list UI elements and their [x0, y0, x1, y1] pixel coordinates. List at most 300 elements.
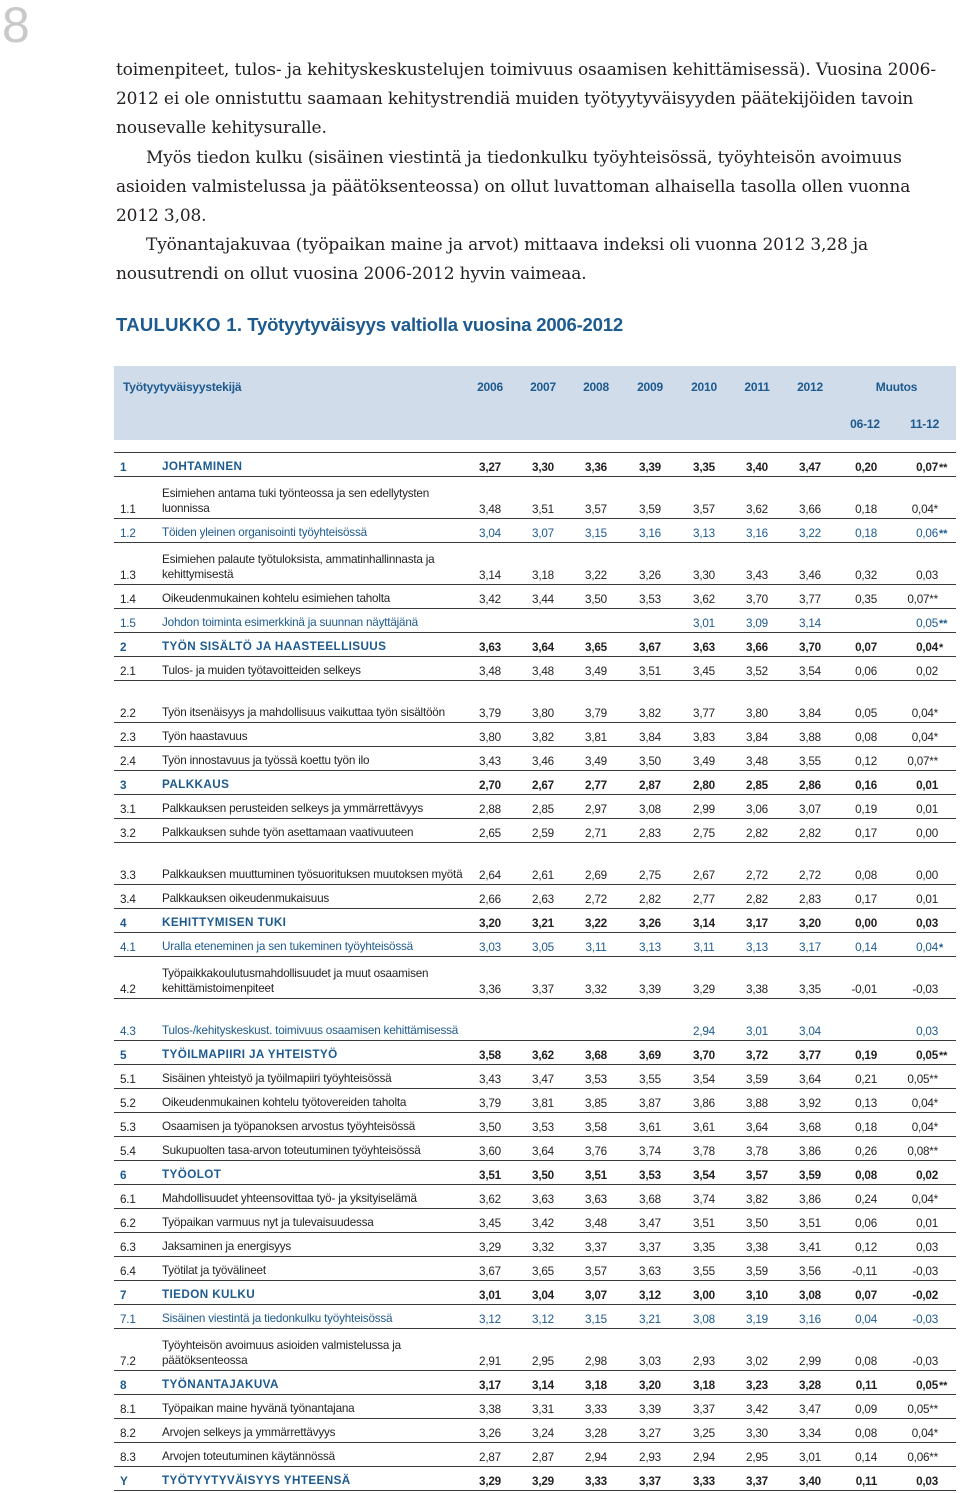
table-row — [114, 609, 956, 633]
year-value: 3,77 — [783, 1041, 837, 1065]
year-value: 3,84 — [623, 723, 677, 747]
year-value: 3,80 — [517, 681, 569, 723]
year-value: 2,97 — [569, 795, 623, 819]
body-text — [116, 56, 958, 290]
row-label: Uralla eteneminen ja sen tukeminen työyhteisössä — [158, 933, 463, 957]
significance-mark — [938, 1281, 956, 1305]
year-value: 3,59 — [731, 1257, 783, 1281]
significance-mark — [938, 1329, 956, 1371]
year-value: 2,98 — [569, 1329, 623, 1371]
row-number: 4.2 — [114, 957, 158, 999]
year-value: 3,81 — [517, 1089, 569, 1113]
year-value: 3,46 — [517, 747, 569, 771]
year-value: 3,63 — [569, 1185, 623, 1209]
table-section-row — [114, 909, 956, 933]
year-value: 3,14 — [517, 1371, 569, 1395]
year-value: 3,28 — [569, 1419, 623, 1443]
change-06-12: 0,11 — [837, 1467, 893, 1491]
year-value: 3,23 — [731, 1371, 783, 1395]
year-value: 3,51 — [517, 477, 569, 519]
change-06-12: 0,07 — [837, 1281, 893, 1305]
row-number: 7.2 — [114, 1329, 158, 1371]
row-label: Oikeudenmukainen kohtelu työtovereiden taholta — [158, 1089, 463, 1113]
year-value: 3,51 — [677, 1209, 731, 1233]
year-value: 3,29 — [677, 957, 731, 999]
year-value: 3,84 — [783, 681, 837, 723]
row-number: 2.3 — [114, 723, 158, 747]
year-value — [517, 609, 569, 633]
row-number: 6.4 — [114, 1257, 158, 1281]
year-value: 3,43 — [731, 543, 783, 585]
year-value: 3,70 — [677, 1041, 731, 1065]
change-06-12: 0,14 — [837, 933, 893, 957]
significance-mark — [938, 585, 956, 609]
significance-mark — [938, 771, 956, 795]
change-06-12: 0,04 — [837, 1305, 893, 1329]
year-value: 3,14 — [783, 609, 837, 633]
row-number: 8.1 — [114, 1395, 158, 1419]
year-value: 3,24 — [517, 1419, 569, 1443]
year-value: 3,42 — [517, 1209, 569, 1233]
year-value: 3,83 — [677, 723, 731, 747]
table-row — [114, 657, 956, 681]
year-value: 2,77 — [569, 771, 623, 795]
year-value: 3,39 — [623, 453, 677, 477]
year-value: 3,53 — [623, 1161, 677, 1185]
row-number: 5.4 — [114, 1137, 158, 1161]
year-value: 2,69 — [569, 843, 623, 885]
year-value: 3,64 — [517, 633, 569, 657]
year-value: 3,30 — [677, 543, 731, 585]
change-06-12: 0,12 — [837, 747, 893, 771]
change-11-12: 0,04* — [893, 1419, 938, 1443]
year-header: 2011 — [731, 366, 783, 408]
year-value: 3,16 — [731, 519, 783, 543]
change-11-12: -0,03 — [893, 1257, 938, 1281]
row-label: Työpaikan maine hyvänä työnantajana — [158, 1395, 463, 1419]
row-number: 2 — [114, 633, 158, 657]
row-label: Työyhteisön avoimuus asioiden valmistelussa ja päätöksenteossa — [158, 1329, 463, 1371]
year-value: 3,42 — [463, 585, 517, 609]
year-value: 3,65 — [569, 633, 623, 657]
change-11-12: 0,04* — [893, 1089, 938, 1113]
year-value: 2,87 — [517, 1443, 569, 1467]
year-value: 3,50 — [463, 1113, 517, 1137]
change-06-12: 0,05 — [837, 681, 893, 723]
significance-mark — [938, 543, 956, 585]
year-value: 2,86 — [783, 771, 837, 795]
row-label: TYÖN SISÄLTÖ JA HAASTEELLISUUS — [158, 633, 463, 657]
row-label: Työn haastavuus — [158, 723, 463, 747]
year-value: 3,37 — [731, 1467, 783, 1491]
change-06-12: 0,19 — [837, 795, 893, 819]
change-06-12: 0,18 — [837, 477, 893, 519]
year-value: 3,41 — [783, 1233, 837, 1257]
year-value: 3,25 — [677, 1419, 731, 1443]
year-value: 3,46 — [783, 543, 837, 585]
year-value: 3,15 — [569, 1305, 623, 1329]
year-value: 3,62 — [731, 477, 783, 519]
change-subheader: 06-12 — [837, 408, 893, 440]
change-06-12: 0,32 — [837, 543, 893, 585]
year-value: 3,68 — [783, 1113, 837, 1137]
change-11-12: 0,06 — [893, 519, 938, 543]
year-value: 3,56 — [783, 1257, 837, 1281]
change-11-12: 0,04 — [893, 633, 938, 657]
year-header: 2007 — [517, 366, 569, 408]
change-11-12: 0,04* — [893, 681, 938, 723]
year-value: 3,82 — [623, 681, 677, 723]
year-value: 3,03 — [463, 933, 517, 957]
row-number: 3.4 — [114, 885, 158, 909]
row-number: 2.2 — [114, 681, 158, 723]
change-06-12: 0,08 — [837, 1329, 893, 1371]
significance-mark — [938, 999, 956, 1041]
year-value: 3,78 — [677, 1137, 731, 1161]
row-label: KEHITTYMISEN TUKI — [158, 909, 463, 933]
change-06-12: 0,11 — [837, 1371, 893, 1395]
year-value: 3,74 — [677, 1185, 731, 1209]
change-06-12: 0,07 — [837, 633, 893, 657]
year-value: 3,63 — [517, 1185, 569, 1209]
year-value: 3,08 — [783, 1281, 837, 1305]
year-value: 3,55 — [783, 747, 837, 771]
year-value: 3,16 — [623, 519, 677, 543]
change-11-12: 0,05 — [893, 1371, 938, 1395]
year-value — [623, 609, 677, 633]
year-value: 2,88 — [463, 795, 517, 819]
significance-mark — [938, 1395, 956, 1419]
year-value: 3,12 — [623, 1281, 677, 1305]
row-number: 1 — [114, 453, 158, 477]
year-value: 3,62 — [463, 1185, 517, 1209]
change-11-12: 0,04* — [893, 1185, 938, 1209]
table-row — [114, 1089, 956, 1113]
change-06-12: 0,08 — [837, 1161, 893, 1185]
change-06-12: 0,14 — [837, 1443, 893, 1467]
year-value: 2,72 — [569, 885, 623, 909]
year-value: 3,86 — [783, 1185, 837, 1209]
year-value: 3,08 — [677, 1305, 731, 1329]
table-row — [114, 1257, 956, 1281]
row-number: 1.4 — [114, 585, 158, 609]
row-label: Sisäinen viestintä ja tiedonkulku työyhteisössä — [158, 1305, 463, 1329]
year-value: 3,57 — [569, 1257, 623, 1281]
row-number: 3.3 — [114, 843, 158, 885]
row-label: Työpaikkakoulutusmahdollisuudet ja muut osaamisen kehittämistoimenpiteet — [158, 957, 463, 999]
year-value: 2,67 — [677, 843, 731, 885]
table-subheader-row — [114, 408, 956, 440]
year-value: 3,17 — [731, 909, 783, 933]
year-value: 3,79 — [569, 681, 623, 723]
change-06-12: 0,16 — [837, 771, 893, 795]
year-header: 2006 — [463, 366, 517, 408]
change-11-12: -0,03 — [893, 957, 938, 999]
year-value: 3,34 — [783, 1419, 837, 1443]
year-value: 3,48 — [463, 657, 517, 681]
year-value: 3,84 — [731, 723, 783, 747]
year-value: 3,29 — [517, 1467, 569, 1491]
year-header: 2010 — [677, 366, 731, 408]
year-value: 3,04 — [783, 999, 837, 1041]
year-value: 3,00 — [677, 1281, 731, 1305]
year-value: 3,13 — [677, 519, 731, 543]
year-value: 3,05 — [517, 933, 569, 957]
paragraph-development-trend: toimenpiteet, tulos- ja kehityskeskustelujen toimivuus osaamisen kehittämisessä). Vuosina 2006-2012 ei ole onnistuttu saamaan kehitystrendiä muiden työtyytyväisyyden päätekijöiden tavoin nousevalle kehitysuralle. — [116, 60, 936, 139]
significance-mark — [938, 1233, 956, 1257]
year-value: 3,72 — [731, 1041, 783, 1065]
row-label: Työn innostavuus ja työssä koettu työn ilo — [158, 747, 463, 771]
year-value: 3,88 — [731, 1089, 783, 1113]
year-value: 3,51 — [463, 1161, 517, 1185]
year-value: 3,66 — [783, 477, 837, 519]
row-label: TIEDON KULKU — [158, 1281, 463, 1305]
year-value: 3,38 — [463, 1395, 517, 1419]
row-label: Palkkauksen oikeudenmukaisuus — [158, 885, 463, 909]
table-row — [114, 933, 956, 957]
change-06-12: 0,08 — [837, 843, 893, 885]
year-value: 3,59 — [731, 1065, 783, 1089]
significance-mark — [938, 885, 956, 909]
year-value: 3,07 — [783, 795, 837, 819]
year-value: 3,20 — [623, 1371, 677, 1395]
year-value: 3,16 — [783, 1305, 837, 1329]
year-value: 3,81 — [569, 723, 623, 747]
row-number: 5.1 — [114, 1065, 158, 1089]
change-11-12: 0,01 — [893, 1209, 938, 1233]
year-value: 3,64 — [731, 1113, 783, 1137]
year-value: 2,85 — [731, 771, 783, 795]
row-number: 7.1 — [114, 1305, 158, 1329]
change-subheader: 11-12 — [893, 408, 956, 440]
row-number: 3.2 — [114, 819, 158, 843]
row-label: TYÖTYYTYVÄISYYS YHTEENSÄ — [158, 1467, 463, 1491]
year-value: 3,30 — [731, 1419, 783, 1443]
year-value: 3,07 — [569, 1281, 623, 1305]
subheader-spacer — [114, 408, 837, 440]
year-value — [517, 999, 569, 1041]
year-value: 3,20 — [783, 909, 837, 933]
table-row — [114, 795, 956, 819]
significance-mark — [938, 1305, 956, 1329]
table-row — [114, 1233, 956, 1257]
year-value: 3,37 — [623, 1233, 677, 1257]
significance-mark — [938, 1443, 956, 1467]
table-row — [114, 999, 956, 1041]
table-row — [114, 723, 956, 747]
year-value — [569, 999, 623, 1041]
year-value: 3,69 — [623, 1041, 677, 1065]
year-value: 3,40 — [783, 1467, 837, 1491]
year-value: 3,01 — [731, 999, 783, 1041]
change-06-12: 0,20 — [837, 453, 893, 477]
table-row — [114, 1113, 956, 1137]
year-value: 3,28 — [783, 1371, 837, 1395]
change-11-12: 0,03 — [893, 909, 938, 933]
change-11-12: 0,03 — [893, 999, 938, 1041]
year-value: 3,37 — [569, 1233, 623, 1257]
year-value: 3,64 — [783, 1065, 837, 1089]
year-value: 3,39 — [623, 957, 677, 999]
row-label: Mahdollisuudet yhteensovittaa työ- ja yksityiselämä — [158, 1185, 463, 1209]
row-label: Työpaikan varmuus nyt ja tulevaisuudessa — [158, 1209, 463, 1233]
row-label: Työtilat ja työvälineet — [158, 1257, 463, 1281]
significance-mark: * — [938, 633, 956, 657]
year-value: 3,82 — [731, 1185, 783, 1209]
change-06-12: 0,08 — [837, 1419, 893, 1443]
change-06-12: 0,21 — [837, 1065, 893, 1089]
significance-mark: ** — [938, 1371, 956, 1395]
significance-mark: ** — [938, 453, 956, 477]
change-06-12: 0,24 — [837, 1185, 893, 1209]
row-label: TYÖOLOT — [158, 1161, 463, 1185]
year-value: 2,75 — [623, 843, 677, 885]
year-value: 2,95 — [731, 1443, 783, 1467]
change-06-12: 0,26 — [837, 1137, 893, 1161]
year-value: 3,54 — [677, 1161, 731, 1185]
year-value: 3,32 — [517, 1233, 569, 1257]
year-value: 2,87 — [623, 771, 677, 795]
job-satisfaction-table — [114, 366, 956, 1491]
year-value — [623, 999, 677, 1041]
change-11-12: -0,03 — [893, 1329, 938, 1371]
table-row — [114, 1209, 956, 1233]
table-row — [114, 1443, 956, 1467]
significance-mark — [938, 909, 956, 933]
year-value — [569, 609, 623, 633]
year-value: 2,59 — [517, 819, 569, 843]
row-label: TYÖILMAPIIRI JA YHTEISTYÖ — [158, 1041, 463, 1065]
year-value: 3,50 — [517, 1161, 569, 1185]
year-value: 3,70 — [783, 633, 837, 657]
year-value: 3,58 — [569, 1113, 623, 1137]
year-value: 3,49 — [569, 657, 623, 681]
row-label: Esimiehen palaute työtuloksista, ammatinhallinnasta ja kehittymisestä — [158, 543, 463, 585]
year-value: 3,18 — [677, 1371, 731, 1395]
table-row — [114, 543, 956, 585]
year-value: 3,14 — [463, 543, 517, 585]
significance-mark — [938, 1257, 956, 1281]
row-number: 3.1 — [114, 795, 158, 819]
year-value: 3,80 — [463, 723, 517, 747]
year-value: 2,91 — [463, 1329, 517, 1371]
row-label: JOHTAMINEN — [158, 453, 463, 477]
significance-mark — [938, 1419, 956, 1443]
year-value: 2,61 — [517, 843, 569, 885]
year-value: 3,13 — [623, 933, 677, 957]
row-label: Työn itsenäisyys ja mahdollisuus vaikuttaa työn sisältöön — [158, 681, 463, 723]
year-value: 3,42 — [731, 1395, 783, 1419]
year-value: 3,59 — [783, 1161, 837, 1185]
year-value: 3,92 — [783, 1089, 837, 1113]
year-value: 3,59 — [623, 477, 677, 519]
year-value: 3,29 — [463, 1233, 517, 1257]
change-06-12: 0,13 — [837, 1089, 893, 1113]
year-header: 2008 — [569, 366, 623, 408]
table-row — [114, 957, 956, 999]
table-row — [114, 1419, 956, 1443]
year-value: 3,70 — [731, 585, 783, 609]
table-section-row — [114, 771, 956, 795]
table-row — [114, 747, 956, 771]
change-06-12: 0,19 — [837, 1041, 893, 1065]
significance-mark — [938, 1137, 956, 1161]
row-number: 3 — [114, 771, 158, 795]
year-value: 2,99 — [677, 795, 731, 819]
year-value: 2,65 — [463, 819, 517, 843]
change-06-12: 0,12 — [837, 1233, 893, 1257]
year-value: 3,33 — [569, 1395, 623, 1419]
year-value: 3,55 — [623, 1065, 677, 1089]
year-value: 3,04 — [517, 1281, 569, 1305]
year-value: 3,08 — [623, 795, 677, 819]
table-row — [114, 585, 956, 609]
year-value: 3,63 — [677, 633, 731, 657]
year-value: 3,36 — [463, 957, 517, 999]
change-11-12: 0,08** — [893, 1137, 938, 1161]
year-value: 3,78 — [731, 1137, 783, 1161]
year-value: 3,43 — [463, 1065, 517, 1089]
change-06-12: 0,09 — [837, 1395, 893, 1419]
year-value: 3,76 — [569, 1137, 623, 1161]
change-06-12: 0,35 — [837, 585, 893, 609]
row-label: Oikeudenmukainen kohtelu esimiehen taholta — [158, 585, 463, 609]
year-value: 3,65 — [517, 1257, 569, 1281]
year-value: 2,70 — [463, 771, 517, 795]
change-06-12 — [837, 999, 893, 1041]
year-value: 3,67 — [463, 1257, 517, 1281]
year-value: 2,83 — [623, 819, 677, 843]
row-number: 8.2 — [114, 1419, 158, 1443]
year-value: 3,18 — [517, 543, 569, 585]
year-value: 3,61 — [623, 1113, 677, 1137]
row-label: Sisäinen yhteistyö ja työilmapiiri työyhteisössä — [158, 1065, 463, 1089]
year-value: 3,67 — [623, 633, 677, 657]
year-value: 3,12 — [517, 1305, 569, 1329]
year-value: 3,22 — [783, 519, 837, 543]
change-11-12: -0,03 — [893, 1305, 938, 1329]
year-value: 3,44 — [517, 585, 569, 609]
year-value: 3,38 — [731, 957, 783, 999]
year-value: 2,94 — [569, 1443, 623, 1467]
row-label: Palkkauksen perusteiden selkeys ja ymmärrettävyys — [158, 795, 463, 819]
year-value: 3,53 — [623, 585, 677, 609]
year-value: 2,75 — [677, 819, 731, 843]
row-number: 1.2 — [114, 519, 158, 543]
row-number: 2.4 — [114, 747, 158, 771]
year-value: 2,94 — [677, 1443, 731, 1467]
year-value: 3,51 — [623, 657, 677, 681]
change-11-12: 0,04 — [893, 933, 938, 957]
year-value: 3,15 — [569, 519, 623, 543]
year-value: 3,38 — [731, 1233, 783, 1257]
significance-mark — [938, 1185, 956, 1209]
row-label: Palkkauksen suhde työn asettamaan vaativuuteen — [158, 819, 463, 843]
table-row — [114, 819, 956, 843]
year-value — [463, 609, 517, 633]
year-value: 3,39 — [623, 1395, 677, 1419]
change-11-12: 0,07** — [893, 747, 938, 771]
year-value: 3,47 — [783, 453, 837, 477]
row-number: 8 — [114, 1371, 158, 1395]
year-value: 3,04 — [463, 519, 517, 543]
table-caption — [116, 314, 623, 336]
change-11-12: 0,03 — [893, 1233, 938, 1257]
table-row — [114, 1395, 956, 1419]
year-value: 3,12 — [463, 1305, 517, 1329]
table-section-row — [114, 1467, 956, 1491]
year-value: 3,01 — [463, 1281, 517, 1305]
